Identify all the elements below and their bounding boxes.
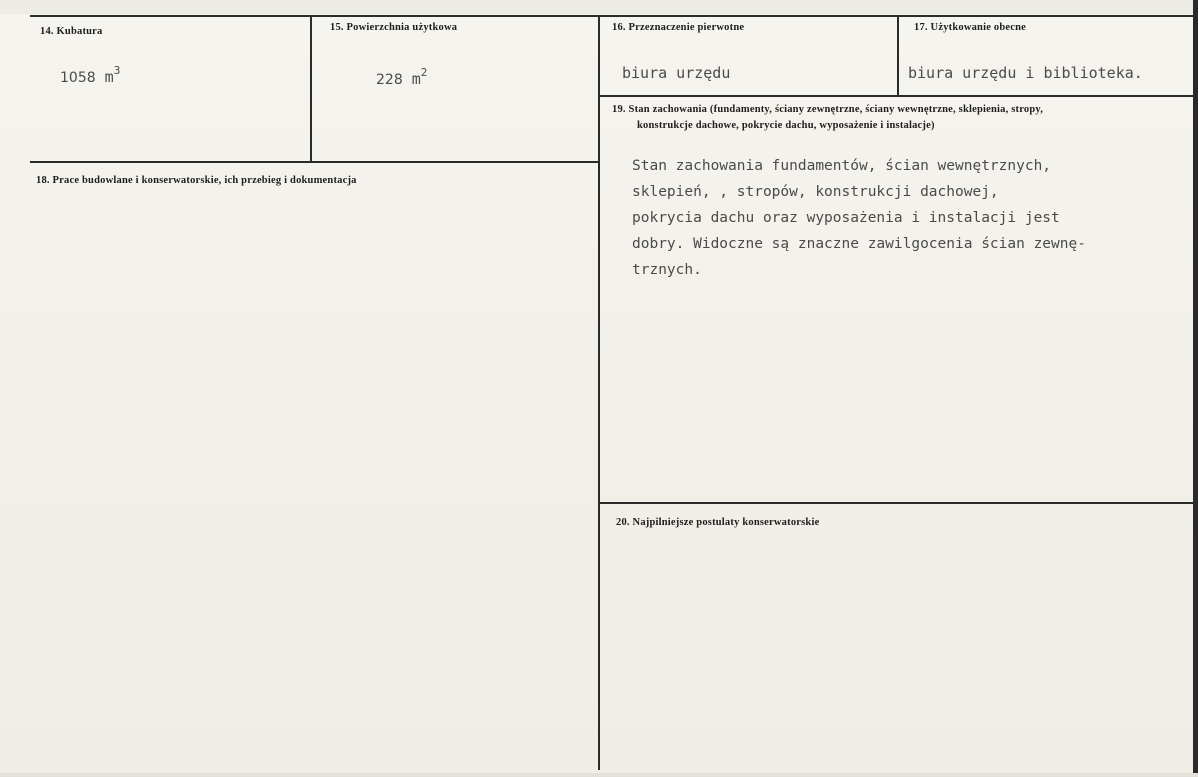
field19-bottom-border — [598, 502, 1198, 504]
field-19-label-line-1: 19. Stan zachowania (fundamenty, ściany zewnętrzne, ściany wewnętrzne, sklepienia, stropy, — [612, 104, 1044, 115]
field-14-value — [60, 64, 120, 91]
field-15-value — [376, 66, 427, 93]
divider-16-17 — [897, 15, 899, 96]
page-bottom-edge — [0, 773, 1198, 777]
field-17-value: biura urzędu i biblioteka. — [908, 64, 1143, 82]
field-15-label: 15. Powierzchnia użytkowa — [330, 22, 458, 33]
field-19-label-line-2: konstrukcje dachowe, pokrycie dachu, wyposażenie i instalacje) — [637, 120, 935, 131]
field-16-value: biura urzędu — [622, 64, 731, 82]
field-19-text-line: pokrycia dachu oraz wyposażenia i instalacji jest — [632, 210, 1060, 226]
top-border — [30, 15, 1198, 17]
cubature-unit: m — [104, 68, 114, 86]
field-17-label: 17. Użytkowanie obecne — [914, 22, 1027, 33]
field-16-label: 16. Przeznaczenie pierwotne — [612, 22, 745, 33]
field-19-text-line: sklepień, , stropów, konstrukcji dachowej, — [632, 184, 999, 200]
page-right-edge — [1193, 0, 1198, 777]
center-divider — [598, 15, 600, 770]
field-19-text-line: Stan zachowania fundamentów, ścian wewnętrznych, — [632, 158, 1052, 174]
page-top-edge — [0, 0, 1198, 14]
cubature-unit-exponent: 3 — [113, 64, 121, 77]
area-unit-exponent: 2 — [420, 66, 428, 79]
cubature-number: 1058 — [60, 70, 96, 86]
field-19-text — [632, 153, 1086, 283]
row-left-divider — [30, 161, 600, 163]
field-20-label: 20. Najpilniejsze postulaty konserwatorskie — [616, 517, 820, 528]
field-19-text-line: trznych. — [632, 262, 702, 278]
divider-14-15 — [310, 15, 312, 162]
area-unit: m — [411, 70, 421, 88]
area-number: 228 — [376, 72, 403, 88]
field-19-text-line: dobry. Widoczne są znaczne zawilgocenia ścian zewnę- — [632, 236, 1086, 252]
field-18-label: 18. Prace budowlane i konserwatorskie, ich przebieg i dokumentacja — [36, 175, 357, 186]
field-14-label: 14. Kubatura — [40, 26, 103, 37]
